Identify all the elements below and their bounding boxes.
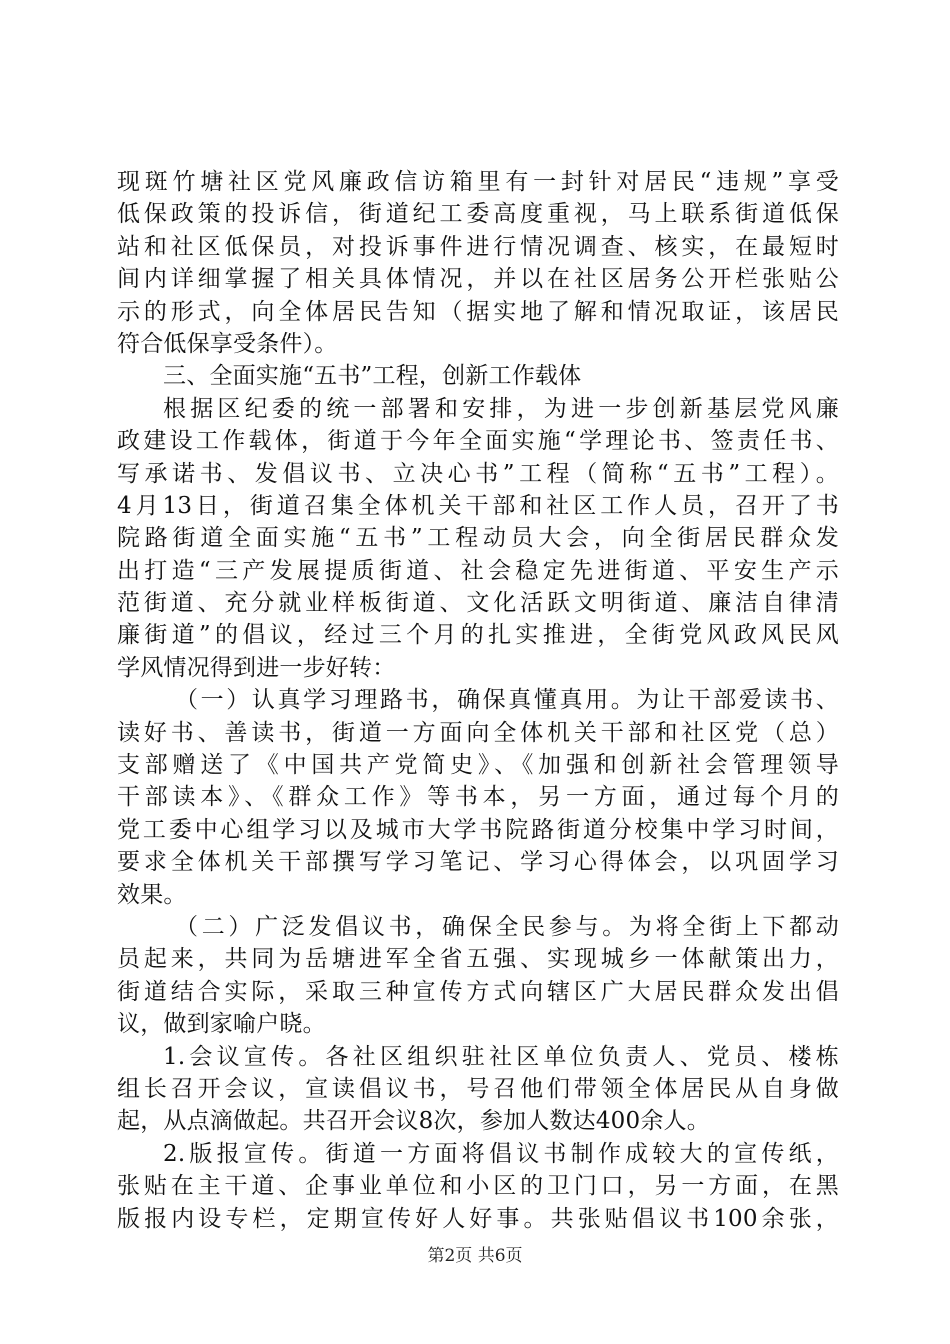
- text-line: 议，做到家喻户晓。: [117, 1011, 326, 1038]
- list-item-line: 1.会议宣传。各社区组织驻社区单位负责人、党员、楼栋: [163, 1043, 839, 1070]
- text-line: 间内详细掌握了相关具体情况，并以在社区居务公开栏张贴公: [117, 266, 839, 293]
- subsection-line: （一）认真学习理路书，确保真懂真用。为让干部爱读书、: [175, 687, 839, 714]
- text-line: 廉街道”的倡议，经过三个月的扎实推进，全街党风政风民风: [117, 622, 839, 649]
- text-line: 效果。: [117, 881, 187, 908]
- text-line: 符合低保享受条件）。: [117, 330, 338, 357]
- list-item-line: 2.版报宣传。街道一方面将倡议书制作成较大的宣传纸，: [163, 1140, 839, 1167]
- text-line: 出打造“三产发展提质街道、社会稳定先进街道、平安生产示: [117, 557, 839, 584]
- text-line: 现斑竹塘社区党风廉政信访箱里有一封针对居民“违规”享受: [117, 169, 839, 195]
- text-line: 支部赠送了《中国共产党简史》、《加强和创新社会管理领导: [117, 752, 839, 779]
- subsection-line: （二）广泛发倡议书，确保全民参与。为将全街上下都动: [175, 913, 839, 940]
- text-line: 范街道、充分就业样板街道、文化活跃文明街道、廉洁自律清: [117, 590, 839, 617]
- text-line: 起，从点滴做起。共召开会议8次，参加人数达400余人。: [117, 1108, 710, 1135]
- text-line: 街道结合实际，采取三种宣传方式向辖区广大居民群众发出倡: [117, 978, 839, 1005]
- text-line: 读好书、善读书，街道一方面向全体机关干部和社区党（总）: [117, 719, 839, 746]
- text-line: 干部读本》、《群众工作》等书本，另一方面，通过每个月的: [117, 784, 839, 811]
- text-line: 组长召开会议，宣读倡议书，号召他们带领全体居民从自身做: [117, 1075, 839, 1102]
- document-body: [117, 166, 839, 1235]
- text-line: 院路街道全面实施“五书”工程动员大会，向全街居民群众发: [117, 525, 839, 552]
- text-line: 示的形式，向全体居民告知（据实地了解和情况取证，该居民: [117, 298, 839, 325]
- text-line: 写承诺书、发倡议书、立决心书”工程（简称“五书”工程）。: [117, 460, 839, 487]
- text-line: 政建设工作载体，街道于今年全面实施“学理论书、签责任书、: [117, 428, 839, 455]
- text-line: 学风情况得到进一步好转：: [117, 654, 396, 681]
- page-footer: [0, 1245, 950, 1267]
- text-line: 党工委中心组学习以及城市大学书院路街道分校集中学习时间，: [117, 816, 839, 843]
- page-number: 第2页 共6页: [427, 1246, 523, 1266]
- text-line: 4月13日，街道召集全体机关干部和社区工作人员，召开了书: [117, 492, 839, 519]
- text-line: 低保政策的投诉信，街道纪工委高度重视，马上联系街道低保: [117, 201, 839, 228]
- text-line: 张贴在主干道、企事业单位和小区的卫门口，另一方面，在黑: [117, 1173, 839, 1200]
- text-line: 要求全体机关干部撰写学习笔记、学习心得体会，以巩固学习: [117, 849, 839, 876]
- text-line: 员起来，共同为岳塘进军全省五强、实现城乡一体献策出力，: [117, 946, 839, 973]
- text-line: 站和社区低保员，对投诉事件进行情况调查、核实，在最短时: [117, 233, 839, 260]
- text-line: 版报内设专栏，定期宣传好人好事。共张贴倡议书100余张，: [117, 1205, 839, 1232]
- section-heading: 三、全面实施“五书”工程，创新工作载体: [163, 363, 582, 390]
- text-line: 根据区纪委的统一部署和安排，为进一步创新基层党风廉: [163, 395, 839, 422]
